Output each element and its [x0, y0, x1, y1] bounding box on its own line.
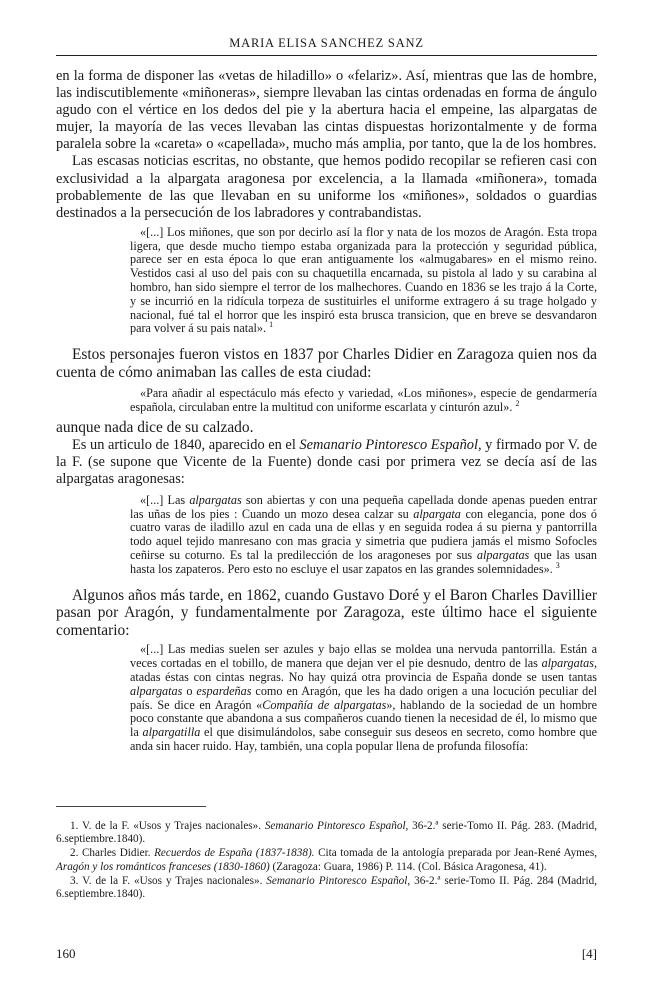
- fn3-text-b: 36-2.ª serie-Tomo II. Pág. 284 (Madrid, 6.septiembre.1840).: [56, 874, 598, 901]
- block-quote-4: [130, 643, 597, 753]
- q3-text-b: son abiertas y con una pequeña capellada donde apenas pueden entrar las uñas de los pies : Cuando un mozo desea calzar su: [130, 492, 598, 521]
- paragraph-4: aunque nada dice de su calzado.: [56, 419, 254, 436]
- footnote-1: [56, 820, 597, 846]
- q4-italic-5: alpargatilla: [142, 725, 201, 740]
- q4-text-a: «[...] Las medias suelen ser azules y bajo ellas se moldea una nervuda pantorrilla. Están a veces cortadas en el tobillo, de manera que dejan ver el pie desnudo, dentro de las: [130, 642, 597, 671]
- paragraph-5: [56, 437, 597, 488]
- paragraph-6: Algunos años más tarde, en 1862, cuando Gustavo Doré y el Baron Charles Davillier pasan por Aragón, y fundamentalmente por Zaragoza, este último hace el siguiente comentario:: [56, 586, 597, 639]
- footnote-ref-2: 2: [515, 399, 520, 409]
- fn3-italic: Semanario Pintoresco Español,: [266, 874, 411, 887]
- q4-text-d: como en Aragón, que les ha dado origen a una locución peculiar del país. Se dice en Aragón «: [130, 683, 598, 712]
- block-quote-1: [130, 226, 597, 336]
- p5-italic-title: Semanario Pintoresco Español,: [299, 436, 482, 453]
- p5-text-b: y firmado por V. de la F. (se supone que Vicente de la Fuente) donde casi por primera vez se decía así de las alpargatas aragonesas:: [56, 436, 597, 487]
- q4-text-e: », hablando de la sociedad de un hombre poco constante que abandona a sus compañeros cuando tienen la necesidad de él, lo mismo que la: [130, 697, 598, 740]
- footnote-ref-1: 1: [269, 320, 274, 330]
- footnote-3: [56, 875, 597, 901]
- footnotes: [56, 820, 597, 902]
- q4-italic-2: alpargatas: [130, 683, 183, 698]
- paragraph-3: Estos personajes fueron vistos en 1837 por Charles Didier en Zaragoza quien nos da cuenta de cómo animaban las calles de esta ciudad:: [56, 346, 597, 381]
- q4-text-c: o: [182, 683, 197, 698]
- fn2-text-b: Cita tomada de la antología preparada por Jean-René Aymes,: [314, 847, 598, 860]
- fn1-text-a: 1. V. de la F. «Usos y Trajes nacionales».: [70, 820, 265, 832]
- fn2-italic-2: Aragón y los románticos franceses (1830-1860): [56, 860, 270, 873]
- p5-text-a: Es un articulo de 1840, aparecido en el: [72, 436, 300, 453]
- footnote-2: [56, 847, 597, 873]
- q3-text-c: con elegancia, pone dos ó cuatro varas de iladillo azul en cada una de ellas y en seguida rodea á su pierna y pantorrilla todo aquel tejido manresano con mas gracia y simetria que pudiera jamás el mismo Sofocles ceñirse su coturno. Es tal la predilección de los aragoneses por sus: [130, 506, 597, 563]
- block-quote-2: [130, 387, 597, 415]
- paragraph-1: en la forma de disponer las «vetas de hiladillo» o «felariz». Así, mientras que las de hombre, las indiscutiblemente «miñoneras», siempre llevaban las cintas ordenadas en forma de ángulo agudo con el vértice en los dedos del pie y la abertura hacia el empeine, las alpargatas de mujer, la mayoría de las veces llevaban las cintas dispuestas horizontalmente y de forma paralela sobre la «careta» o «capellada», mucho más amplia, por tanto, que la de los hombres.: [56, 68, 597, 153]
- quote-1-text: «[...] Los miñones, que son por decirlo así la flor y nata de los mozos de Aragón. Esta tropa ligera, que desde mucho tiempo estaba organizada para la protección y seguridad pública, parece ser en esta época lo que eran antiguamente los «almugabares» en el mismo reino. Vestidos casi al uso del pais con su chaquetilla encarnada, su pistola al lado y su carabina al hombro, han sido siempre el terror de los malhechores. Cuando en 1836 se les trajo á la Corte, y se incurrió en la ridícula torpeza de sustituirles el uniforme extragero á su trage holgado y nacional, fué tal el horror que les inspiró esta brusca transicion, que en breve se desvandaron para volver á su pais natal».: [130, 224, 597, 336]
- q3-text-d: que las usan hasta los zapateros. Pero esto no escluye el usar zapatos en las grandes solemnidades».: [130, 548, 597, 576]
- block-quote-3: [130, 494, 597, 577]
- fn2-text-a: 2. Charles Didier.: [70, 847, 155, 860]
- fn3-text-a: 3. V. de la F. «Usos y Trajes nacionales».: [70, 874, 267, 887]
- q4-italic-1: alpargatas,: [541, 656, 597, 671]
- fn2-text-c: (Zaragoza: Guara, 1986) P. 114. (Col. Básica Aragonesa, 41).: [269, 860, 547, 873]
- fn1-italic: Semanario Pintoresco Español,: [264, 820, 409, 832]
- running-header: MARIA ELISA SANCHEZ SANZ: [56, 36, 597, 56]
- page-number: 160: [56, 946, 76, 961]
- q4-italic-4: Compañía de alpargatas: [262, 697, 387, 712]
- q4-text-f: el que disimulándolos, sabe conseguir sus deseos en secreto, como hombre que anda sin hacer ruido. Hay, también, una copla popular llena de profunda filosofía:: [130, 725, 598, 754]
- q4-italic-3: espardeñas: [196, 683, 252, 698]
- q3-text-a: «[...] Las: [140, 492, 190, 507]
- q3-italic-1: alpargatas: [189, 492, 242, 507]
- section-reference: [4]: [581, 946, 597, 961]
- paragraph-2: Las escasas noticias escritas, no obstante, que hemos podido recopilar se refieren casi con exclusividad a la alpargata aragonesa por excelencia, a la llamada «miñonera», tomada probablemente de las que llevaban en su uniforme los «miñones», soldados o guardias destinados a la persecución de los labradores y contrabandistas.: [56, 153, 597, 221]
- q3-italic-2: alpargata: [413, 506, 461, 521]
- body-text: [56, 68, 597, 758]
- fn1-text-b: 36-2.ª serie-Tomo II. Pág. 283. (Madrid, 6.septiembre.1840).: [56, 820, 598, 846]
- q3-italic-3: alpargatas: [476, 548, 530, 563]
- footnote-ref-3: 3: [555, 560, 560, 570]
- quote-2-text: «Para añadir al espectáculo más efecto y variedad, «Los miñones», especie de gendarmería española, circulaban entre la multitud con uniforme escarlata y cinturón azul».: [130, 386, 597, 415]
- fn2-italic-1: Recuerdos de España (1837-1838).: [154, 847, 315, 860]
- footnote-separator: [56, 806, 206, 807]
- q4-text-b: atadas éstas con cintas negras. No hay quizá otra provincia de España donde se usen tantas: [130, 670, 597, 685]
